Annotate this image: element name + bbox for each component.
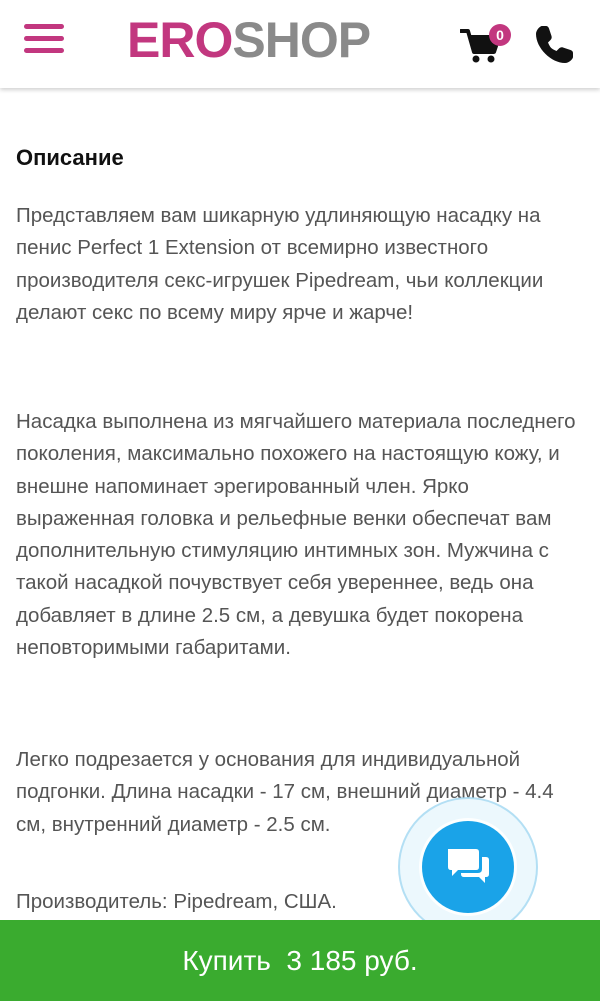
logo-ero: ERO [127,12,233,68]
description-paragraph-3: Легко подрезается у основания для индивидуальной подгонки. Длина насадки - 17 см, внешний диаметр - 4.4 см, внутренний диаметр - 2.5 см. [16,748,554,836]
hamburger-menu-icon[interactable] [24,24,64,54]
chat-button[interactable] [422,821,514,913]
site-header [0,0,600,88]
product-description [16,120,586,913]
description-paragraph-1: Представляем вам шикарную удлиняющую насадку на пенис Perfect 1 Extension от всемирно известного производителя секс-игрушек Pipedream, чьи коллекции делают секс по всему миру ярче и жарче! [16,204,544,324]
phone-icon [533,22,577,66]
chat-bubbles-icon [444,845,492,889]
cart-button[interactable] [460,24,506,64]
description-paragraph-2: Насадка выполнена из мягчайшего материала последнего поколения, максимально похожего на настоящую кожу, и внешне напоминает эрегированный член. Ярко выраженная головка и рельефные венки обеспечат вам дополнительную стимуляцию интимных зон. Мужчина с такой насадкой почувствует себя увереннее, ведь она добавляет в длине 2.5 см, а девушка будет покорена неповторимыми габаритами. [16,410,576,660]
cart-count-badge: 0 [489,24,511,46]
phone-button[interactable] [533,22,577,66]
buy-label: Купить [182,945,271,976]
logo-shop: SHOP [232,12,371,68]
site-logo[interactable] [127,12,370,68]
buy-price: 3 185 руб. [286,945,418,976]
manufacturer-line: Производитель: Pipedream, США. [16,890,337,913]
chat-widget[interactable] [398,797,538,937]
description-title: Описание [16,145,124,170]
buy-button[interactable] [0,920,600,1001]
